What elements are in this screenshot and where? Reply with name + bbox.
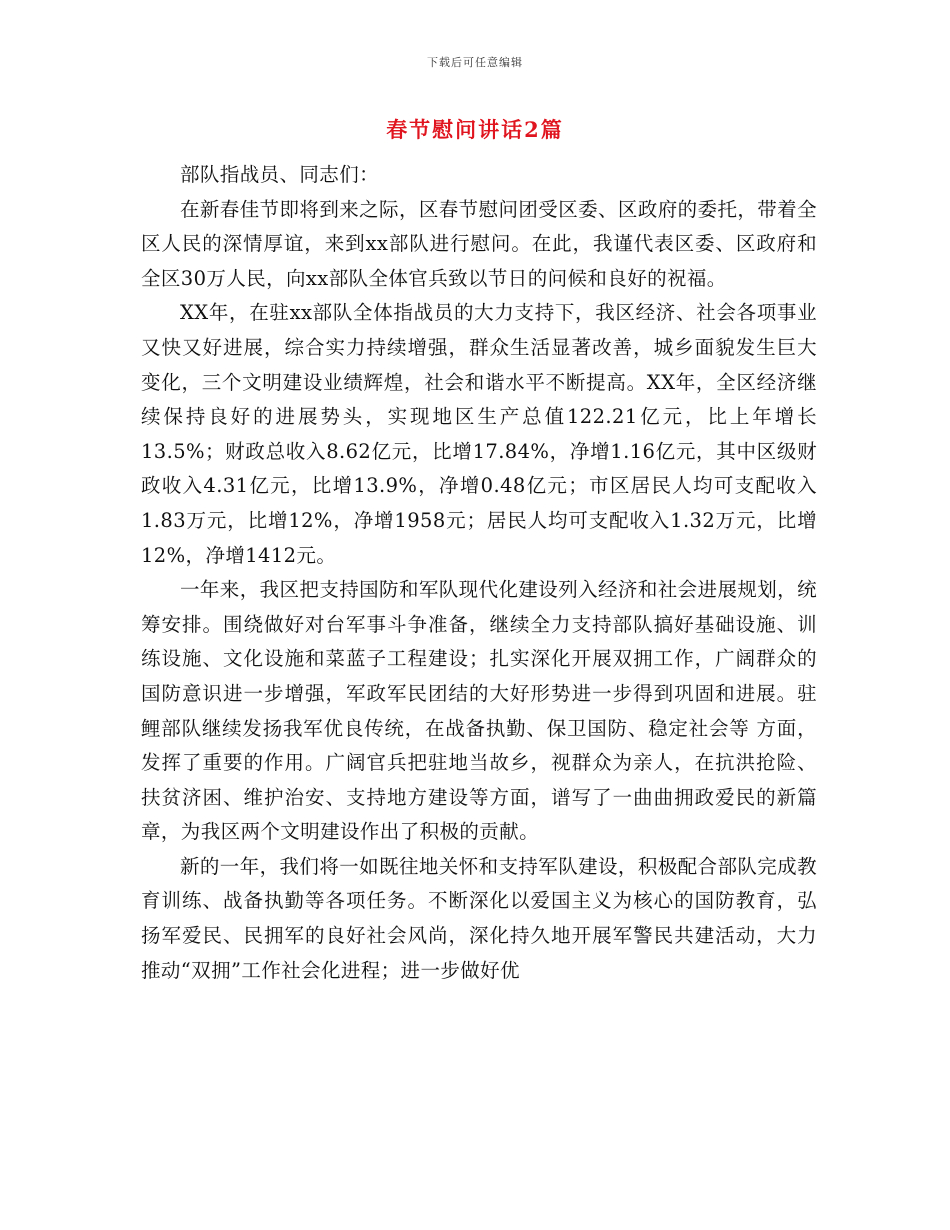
- page-header-note: 下载后可任意编辑: [427, 56, 523, 69]
- paragraph-defense-support: 一年来，我区把支持国防和军队现代化建设列入经济和社会进展规划，统筹安排。围绕做好对台军事斗争准备，继续全力支持部队搞好基础设施、训练设施、文化设施和菜蓝子工程建设；扎实深化开展双拥工作，广阔群众的国防意识进一步增强，军政军民团结的大好形势进一步得到巩固和进展。驻鲤部队继续发扬我军优良传统，在战备执勤、保卫国防、稳定社会等 方面，发挥了重要的作用。广阔官兵把驻地当故乡，视群众为亲人，在抗洪抢险、扶贫济困、维护治安、支持地方建设等方面，谱写了一曲曲拥政爱民的新篇章，为我区两个文明建设作出了积极的贡献。: [141, 578, 817, 844]
- paragraph-salutation: 部队指战员、同志们：: [180, 163, 380, 186]
- paragraph-economy: XX年，在驻xx部队全体指战员的大力支持下，我区经济、社会各项事业又快又好进展，综合实力持续增强，群众生活显著改善，城乡面貌发生巨大变化，三个文明建设业绩辉煌，社会和谐水平不断提高。XX年，全区经济继续保持良好的进展势头，实现地区生产总值122.21亿元，比上年增长13.5%；财政总收入8.62亿元，比增17.84%，净增1.16亿元，其中区级财政收入4.31亿元，比增13.9%，净增0.48亿元；市区居民人均可支配收入1.83万元，比增12%，净增1958元；居民人均可支配收入1.32万元，比增12%，净增1412元。: [141, 301, 817, 567]
- document-title: 春节慰问讲话2篇: [386, 117, 564, 142]
- paragraph-new-year: 新的一年，我们将一如既往地关怀和支持军队建设，积极配合部队完成教育训练、战备执勤等各项任务。不断深化以爱国主义为核心的国防教育，弘扬军爱民、民拥军的良好社会风尚，深化持久地开展军警民共建活动，大力推动“双拥”工作社会化进程；进一步做好优: [141, 854, 817, 982]
- paragraph-greeting: 在新春佳节即将到来之际，区春节慰问团受区委、区政府的委托，带着全区人民的深情厚谊，来到xx部队进行慰问。在此，我谨代表区委、区政府和全区30万人民，向xx部队全体官兵致以节日的问候和良好的祝福。: [141, 197, 817, 290]
- document-body: [141, 158, 817, 988]
